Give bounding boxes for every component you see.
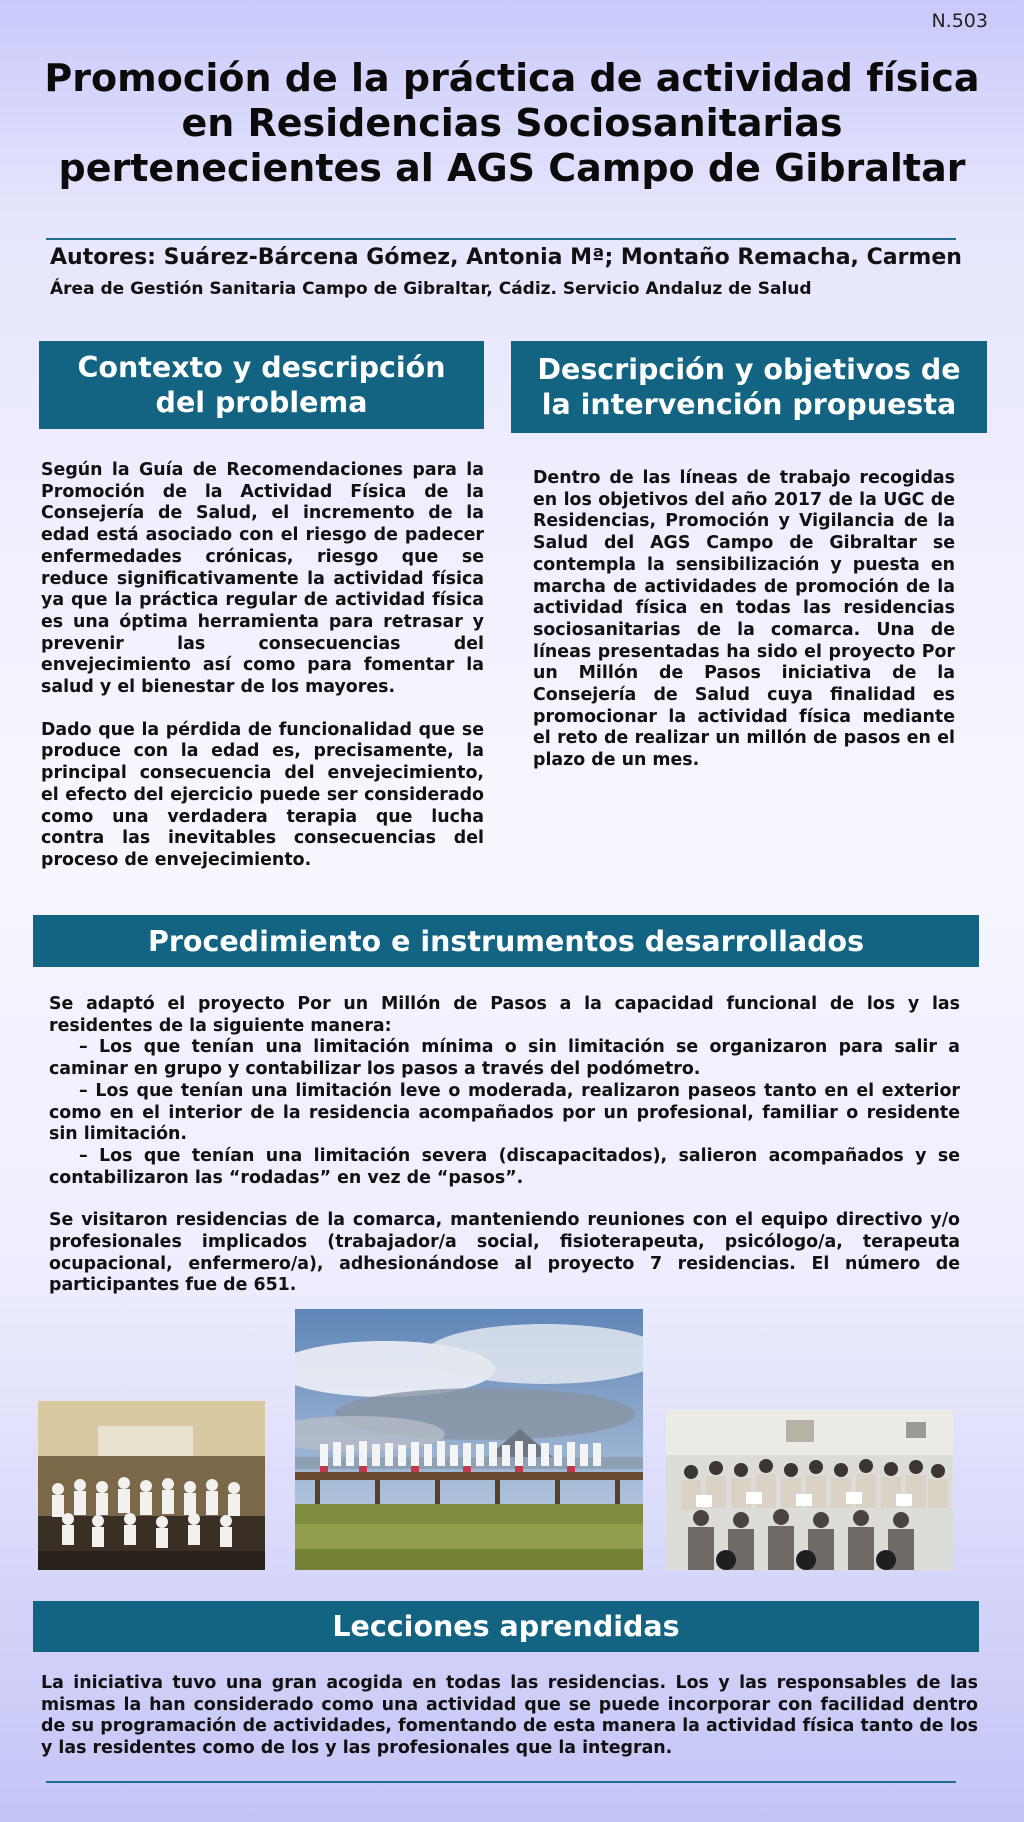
objectives-heading-line-1: Descripción y objetivos de — [537, 353, 961, 386]
objectives-text — [533, 468, 955, 772]
procedure-bullet-1: – Los que tenían una limitación mínima o sin limitación se organizaron para salir a caminar en grupo y contabilizar los pasos a través del podómetro. — [49, 1037, 960, 1080]
procedure-intro: Se adaptó el proyecto Por un Millón de Pasos a la capacidad funcional de los y las residentes de la siguiente manera: — [49, 994, 960, 1036]
photo-indoor-group-image — [38, 1401, 265, 1570]
context-heading-line-2: del problema — [155, 386, 368, 419]
authors-line: Autores: Suárez-Bárcena Gómez, Antonia Mª; Montaño Remacha, Carmen — [50, 245, 962, 270]
top-divider — [46, 238, 956, 240]
objectives-heading-line-2: la intervención propuesta — [541, 388, 957, 421]
procedure-heading-text: Procedimiento e instrumentos desarrollados — [147, 924, 865, 958]
bottom-divider — [46, 1781, 956, 1783]
context-heading-line-1: Contexto y descripción — [77, 351, 446, 384]
title-line-2: en Residencias Sociosanitarias — [181, 101, 843, 145]
photo-indoor-group — [38, 1401, 265, 1570]
photo-certificates-group-image — [666, 1410, 953, 1570]
procedure-heading — [33, 915, 979, 967]
context-paragraph-2: Dado que la pérdida de funcionalidad que se produce con la edad es, precisamente, la principal consecuencia del envejecimiento, el efecto del ejercicio puede ser considerado como una verdadera terapia que lucha contra las inevitables consecuencias del proceso de envejecimiento. — [41, 719, 484, 870]
lessons-text — [41, 1673, 978, 1760]
poster-number: N.503 — [931, 10, 988, 32]
affiliation-line: Área de Gestión Sanitaria Campo de Gibraltar, Cádiz. Servicio Andaluz de Salud — [50, 279, 812, 299]
procedure-text — [49, 994, 960, 1297]
title-line-3: pertenecientes al AGS Campo de Gibraltar — [58, 146, 966, 190]
procedure-bullet-3: – Los que tenían una limitación severa (discapacitados), salieron acompañados y se contabilizaron las “rodadas” en vez de “pasos”. — [49, 1145, 960, 1188]
context-heading — [39, 341, 484, 429]
context-text — [41, 460, 484, 872]
lessons-paragraph: La iniciativa tuvo una gran acogida en todas las residencias. Los y las responsables de las mismas la han considerado como una actividad que se puede incorporar con facilidad dentro de su programación de actividades, fomentando de esta manera la actividad física tanto de los y las residentes como de los y las profesionales que la integran. — [41, 1673, 978, 1759]
objectives-paragraph: Dentro de las líneas de trabajo recogidas en los objetivos del año 2017 de la UGC de Residencias, Promoción y Vigilancia de la Salud del AGS Campo de Gibraltar se contempla la sensibilización y puesta en marcha de actividades de promoción de la actividad física en todas las residencias sociosanitarias de la comarca. Una de líneas presentadas ha sido el proyecto Por un Millón de Pasos iniciativa de la Consejería de Salud cuya finalidad es promocionar la actividad física mediante el reto de realizar un millón de pasos en el plazo de un mes. — [533, 468, 955, 771]
lessons-heading-text: Lecciones aprendidas — [332, 1610, 680, 1643]
lessons-heading — [33, 1601, 979, 1652]
procedure-closing: Se visitaron residencias de la comarca, manteniendo reuniones con el equipo directivo y/o profesionales implicados (trabajador/a social, fisioterapeuta, psicólogo/a, terapeuta ocupacional, enfermero/a), adhesionándose al proyecto 7 residencias. El número de participantes fue de 651. — [49, 1210, 960, 1296]
objectives-heading — [511, 341, 987, 433]
photo-outdoor-group-image — [295, 1309, 643, 1570]
title-line-1: Promoción de la práctica de actividad física — [44, 56, 980, 100]
photo-certificates-group — [666, 1410, 953, 1570]
context-paragraph-1: Según la Guía de Recomendaciones para la Promoción de la Actividad Física de la Consejería de Salud, el incremento de la edad está asociado con el riesgo de padecer enfermedades crónicas, riesgo que se reduce significativamente la actividad física ya que la práctica regular de actividad física es una óptima herramienta para retrasar y prevenir las consecuencias del envejecimiento así como para fomentar la salud y el bienestar de los mayores. — [41, 460, 484, 698]
photo-outdoor-group — [295, 1309, 643, 1570]
poster-title — [20, 56, 1004, 191]
procedure-bullet-2: – Los que tenían una limitación leve o moderada, realizaron paseos tanto en el exterior como en el interior de la residencia acompañados por un profesional, familiar o residente sin limitación. — [49, 1080, 960, 1145]
